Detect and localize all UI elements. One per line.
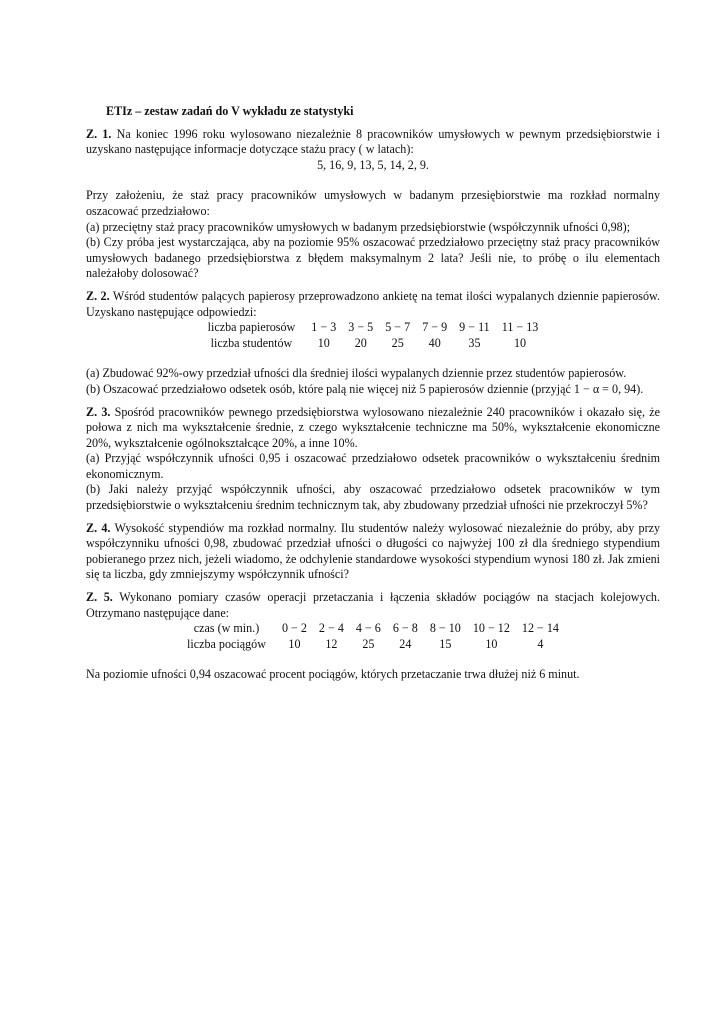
task-5-intro xyxy=(86,590,660,621)
task-1-assumption: Przy założeniu, że staż pracy pracowników umysłowych w badanym przesiębiorstwie ma rozkład normalny oszacować przedziałowo: xyxy=(86,188,660,218)
table-cell: 35 xyxy=(468,335,481,350)
task-1 xyxy=(86,127,660,282)
task-1-intro-text: Na koniec 1996 roku wylosowano niezależnie 8 pracowników umysłowych w pewnym przedsiębiorstwie i uzyskano następujące informacje dotyczące stażu pracy ( w latach): xyxy=(86,126,661,157)
task-5-table xyxy=(181,621,565,652)
table-cell: 3 − 5 xyxy=(348,320,374,335)
task-1-number: Z. 1. xyxy=(86,126,112,141)
table-cell: 5 − 7 xyxy=(385,320,411,335)
task-3-number: Z. 3. xyxy=(86,404,111,419)
task-2-intro xyxy=(86,289,660,320)
table-cell: 9 − 11 xyxy=(459,320,490,335)
table-cell: 11 − 13 xyxy=(501,320,539,335)
task-4-body: Wysokość stypendiów ma rozkład normalny. Ilu studentów należy wylosować niezależnie do próby, aby przy współczynniku ufności 0,98, zbudować przedział ufności o długości co najwyżej 100 zł dla średniego stypendium pobieranego przez nich, jeżeli wiadomo, że odchylenie standardowe wysokości stypendium wynosi 180 zł. Jak zmieni się ta liczba, gdy zmniejszymy współczynnik ufności? xyxy=(86,520,661,582)
task-1-intro xyxy=(86,127,660,158)
table-cell: 25 xyxy=(391,335,404,350)
table-cell: 10 xyxy=(513,335,527,350)
table-cell: 25 xyxy=(362,636,375,651)
task-5-number: Z. 5. xyxy=(86,590,113,605)
table-row xyxy=(181,637,565,653)
task-2 xyxy=(86,289,660,398)
table-cell: 1 − 3 xyxy=(311,320,337,335)
table-cell: 10 xyxy=(288,636,301,651)
table-row-label: liczba pociągów xyxy=(187,636,266,651)
task-2-table xyxy=(202,320,545,351)
task-4-text xyxy=(86,521,660,583)
task-4-number: Z. 4. xyxy=(86,520,111,535)
table-row-label: liczba papierosów xyxy=(207,320,296,335)
table-cell: 10 xyxy=(317,335,330,350)
task-2-part-b: (b) Oszacować przedziałowo odsetek osób, które palą nie więcej niż 5 papierosów dziennie (przyjąć 1 − α = 0, 94). xyxy=(86,381,644,396)
table-cell: 7 − 9 xyxy=(422,320,448,335)
table-row-label: czas (w min.) xyxy=(193,621,260,636)
task-3 xyxy=(86,405,660,514)
table-cell: 40 xyxy=(428,335,441,350)
table-cell: 0 − 2 xyxy=(281,621,307,636)
table-cell: 10 − 12 xyxy=(472,621,510,636)
task-3-part-a: (a) Przyjąć współczynnik ufności 0,95 i oszacować przedziałowo odsetek pracowników o wykształceniu średnim ekonomicznym. xyxy=(86,451,660,481)
table-row xyxy=(181,621,565,637)
task-5-intro-text: Wykonano pomiary czasów operacji przetaczania i łączenia składów pociągów na stacjach kolejowych. Otrzymano następujące dane: xyxy=(86,590,661,620)
table-row xyxy=(202,336,545,352)
table-cell: 12 xyxy=(325,636,338,651)
task-1-part-a: (a) przeciętny staż pracy pracowników umysłowych w badanym przedsiębiorstwie (współczynnik ufności 0,98); xyxy=(86,219,631,234)
table-cell: 4 − 6 xyxy=(355,621,381,636)
task-1-data: 5, 16, 9, 13, 5, 14, 2, 9. xyxy=(317,157,429,172)
table-cell: 4 xyxy=(537,636,544,651)
task-2-intro-text: Wśród studentów palących papierosy przeprowadzono ankietę na temat ilości wypalanych dziennie papierosów. Uzyskano następujące odpowiedzi: xyxy=(86,288,661,319)
table-cell: 8 − 10 xyxy=(429,621,461,636)
table-cell: 10 xyxy=(485,636,498,651)
task-1-part-b: (b) Czy próba jest wystarczająca, aby na poziomie 95% oszacować przedziałowo przeciętny staż pracy pracowników umysłowych badanego przedsiębiorstwa z błędem maksymalnym 2 lata? Jeśli nie, to próbę o ilu elementach należałoby dolosować? xyxy=(86,235,660,281)
document-title: ETIz – zestaw zadań do V wykładu ze statystyki xyxy=(106,104,354,118)
table-cell: 20 xyxy=(354,335,367,350)
table-cell: 6 − 8 xyxy=(392,621,418,636)
task-5 xyxy=(86,590,660,683)
table-cell: 24 xyxy=(399,636,412,651)
table-row xyxy=(202,320,545,336)
task-5-outro: Na poziomie ufności 0,94 oszacować procent pociągów, których przetaczanie trwa dłużej niż 6 minut. xyxy=(86,667,580,682)
document-page xyxy=(86,104,660,690)
task-3-part-b: (b) Jaki należy przyjąć współczynnik ufności, aby oszacować przedziałowo odsetek pracowników w tym przedsiębiorstwie o wykształceniu średnim technicznym tak, aby zbudowany przedział ufności nie przekroczył 5%? xyxy=(86,482,660,513)
table-cell: 12 − 14 xyxy=(521,621,559,636)
table-cell: 2 − 4 xyxy=(318,621,344,636)
table-row-label: liczba studentów xyxy=(210,335,293,350)
table-cell: 15 xyxy=(439,636,452,651)
task-4 xyxy=(86,521,660,583)
task-3-intro-text: Spośród pracowników pewnego przedsiębiorstwa wylosowano niezależnie 240 pracowników i okazało się, że połowa z nich ma wykształcenie średnie, z czego wykształcenie techniczne ma 50%, wykształcenie ekonomiczne 20%, wykształcenie ogólnokształcące 20%, a inne 10%. xyxy=(86,404,661,450)
task-2-number: Z. 2. xyxy=(86,288,110,303)
task-3-intro xyxy=(86,405,660,452)
task-2-part-a: (a) Zbudować 92%-owy przedział ufności dla średniej ilości wypalanych dziennie przez studentów papierosów. xyxy=(86,366,627,381)
